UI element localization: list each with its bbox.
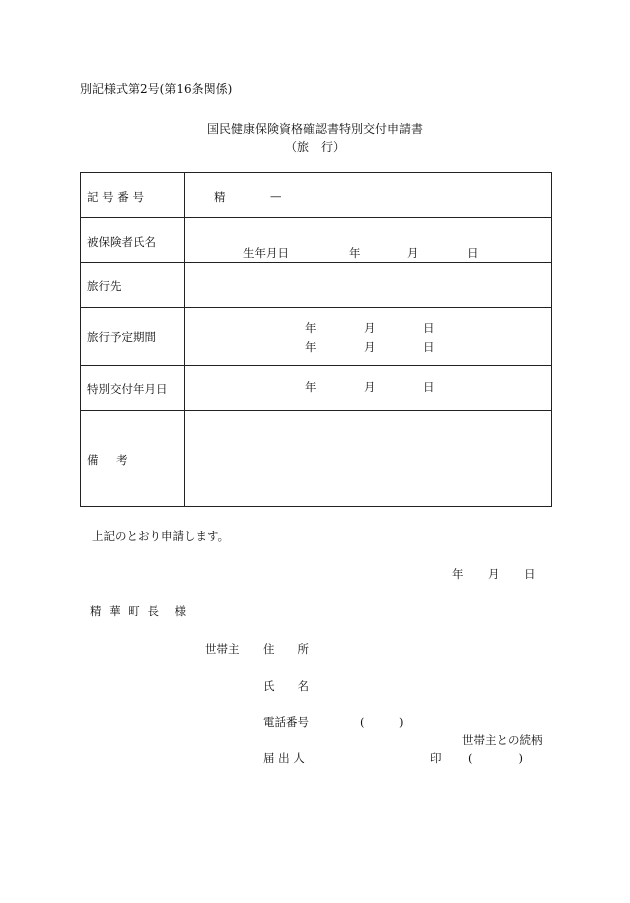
declaration-text: 上記のとおり申請します。 — [92, 529, 230, 543]
addressee: 精 華 町 長 様 — [90, 604, 188, 618]
birth-month-unit: 月 — [407, 246, 419, 260]
seal-mark: 印 — [430, 751, 442, 765]
phone-parentheses: ( ) — [360, 715, 404, 729]
address-label: 住 所 — [263, 642, 309, 656]
travel-period-label: 旅行予定期間 — [87, 330, 156, 344]
symbol-number-label: 記 号 番 号 — [87, 190, 144, 204]
phone-label: 電話番号 — [263, 715, 309, 729]
period-end-month-unit: 月 — [364, 340, 376, 354]
row-divider — [81, 307, 551, 308]
destination-label: 旅行先 — [87, 279, 122, 293]
row-divider — [81, 262, 551, 263]
period-start-year-unit: 年 — [305, 321, 317, 335]
application-table — [80, 172, 552, 507]
birth-day-unit: 日 — [467, 246, 479, 260]
table-column-divider — [184, 173, 185, 506]
application-day-unit: 日 — [524, 567, 536, 581]
symbol-number-dash: — — [270, 189, 282, 203]
application-month-unit: 月 — [488, 567, 500, 581]
row-divider — [81, 217, 551, 218]
period-end-year-unit: 年 — [305, 340, 317, 354]
form-number: 別記様式第2号(第16条関係) — [80, 82, 233, 96]
remarks-label: 備 考 — [87, 453, 135, 467]
notifier-label: 届 出 人 — [263, 751, 305, 765]
name-label: 氏 名 — [263, 679, 309, 693]
period-end-day-unit: 日 — [423, 340, 435, 354]
issue-day-unit: 日 — [423, 380, 435, 394]
symbol-number-prefix: 精 — [214, 190, 226, 204]
form-subtitle: （旅 行） — [284, 140, 345, 154]
household-head-label: 世帯主 — [205, 642, 240, 656]
form-title: 国民健康保険資格確認書特別交付申請書 — [206, 122, 423, 136]
period-start-month-unit: 月 — [364, 321, 376, 335]
row-divider — [81, 410, 551, 411]
period-start-day-unit: 日 — [423, 321, 435, 335]
issue-year-unit: 年 — [305, 380, 317, 394]
row-divider — [81, 365, 551, 366]
special-issue-date-label: 特別交付年月日 — [87, 382, 168, 396]
issue-month-unit: 月 — [364, 380, 376, 394]
application-year-unit: 年 — [452, 567, 464, 581]
relation-parentheses: ( ) — [468, 751, 523, 765]
birth-year-unit: 年 — [349, 246, 361, 260]
relation-label: 世帯主との続柄 — [462, 733, 543, 747]
birth-date-label: 生年月日 — [243, 246, 289, 260]
insured-name-label: 被保険者氏名 — [87, 235, 156, 249]
